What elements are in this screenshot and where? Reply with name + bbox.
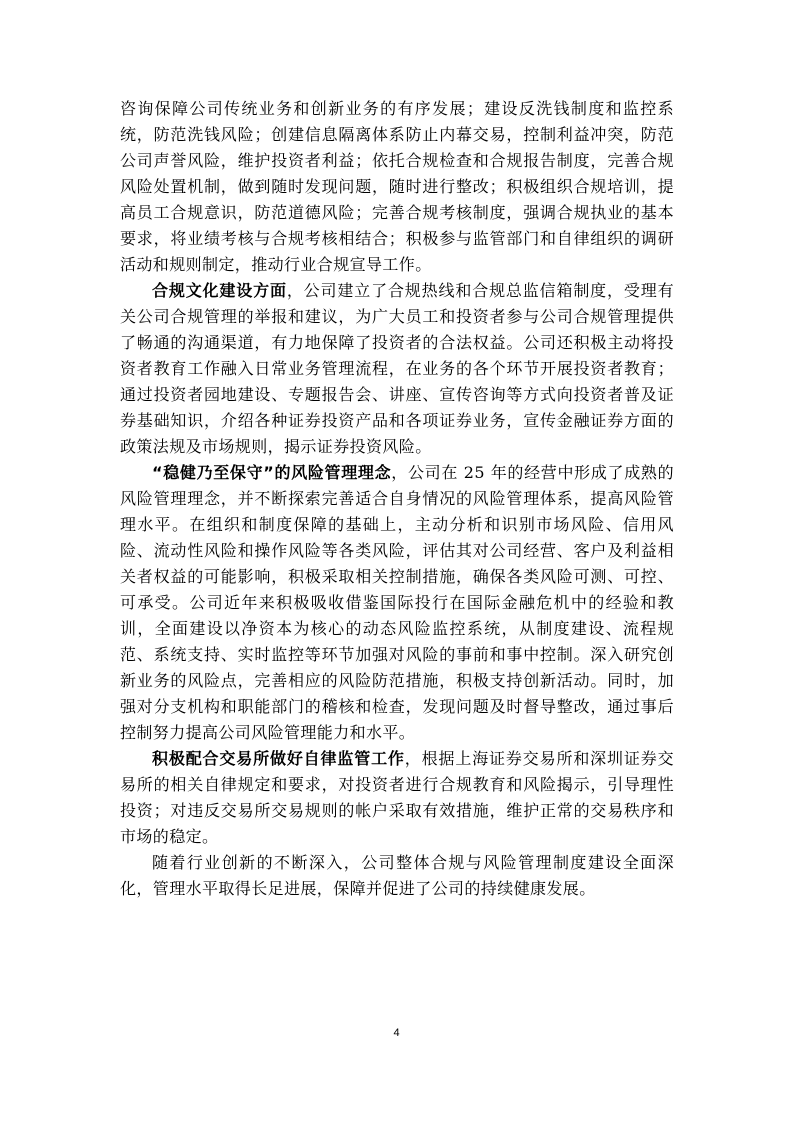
- body-text: [120, 96, 674, 902]
- paragraph-exchange-regulation: [120, 746, 674, 850]
- paragraph-lead: 合规文化建设方面: [152, 281, 287, 300]
- paragraph-text: ，公司在 25 年的经营中形成了成熟的风险管理理念，并不断探索完善适合自身情况的风险管理体系，提高风险管理水平。在组织和制度保障的基础上，主动分析和识别市场风险、信用风险、流动性风险和操作风险等各类风险，评估其对公司经营、客户及利益相关者权益的可能影响，积极采取相关控制措施，确保各类风险可测、可控、可承受。公司近年来积极吸收借鉴国际投行在国际金融危机中的经验和教训，全面建设以净资本为核心的动态风险监控系统，从制度建设、流程规范、系统支持、实时监控等环节加强对风险的事前和事中控制。深入研究创新业务的风险点，完善相应的风险防范措施，积极支持创新活动。同时，加强对分支机构和职能部门的稽核和检查，发现问题及时督导整改，通过事后控制努力提高公司风险管理能力和水平。: [120, 463, 674, 742]
- paragraph-risk-philosophy: [120, 460, 674, 746]
- paragraph-text: 随着行业创新的不断深入，公司整体合规与风险管理制度建设全面深化，管理水平取得长足进展，保障并促进了公司的持续健康发展。: [120, 853, 674, 898]
- paragraph-lead: “稳健乃至保守”的风险管理理念: [152, 463, 392, 482]
- paragraph-conclusion: [120, 850, 674, 902]
- paragraph-text: ，根据上海证券交易所和深圳证券交易所的相关自律规定和要求，对投资者进行合规教育和风险揭示，引导理性投资；对违反交易所交易规则的帐户采取有效措施，维护正常的交易秩序和市场的稳定。: [120, 749, 674, 846]
- paragraph-text: ，公司建立了合规热线和合规总监信箱制度，受理有关公司合规管理的举报和建议，为广大员工和投资者参与公司合规管理提供了畅通的沟通渠道，有力地保障了投资者的合法权益。公司还积极主动将投资者教育工作融入日常业务管理流程，在业务的各个环节开展投资者教育；通过投资者园地建设、专题报告会、讲座、宣传咨询等方式向投资者普及证券基础知识，介绍各种证券投资产品和各项证券业务，宣传金融证券方面的政策法规及市场规则，揭示证券投资风险。: [120, 281, 674, 456]
- paragraph-compliance-culture: [120, 278, 674, 460]
- paragraph-text: 咨询保障公司传统业务和创新业务的有序发展；建设反洗钱制度和监控系统，防范洗钱风险；创建信息隔离体系防止内幕交易，控制利益冲突，防范公司声誉风险，维护投资者利益；依托合规检查和合规报告制度，完善合规风险处置机制，做到随时发现问题，随时进行整改；积极组织合规培训，提高员工合规意识，防范道德风险；完善合规考核制度，强调合规执业的基本要求，将业绩考核与合规考核相结合；积极参与监管部门和自律组织的调研活动和规则制定，推动行业合规宣导工作。: [120, 99, 674, 274]
- page-number: 4: [393, 1027, 400, 1039]
- paragraph-lead: 积极配合交易所做好自律监管工作: [152, 749, 405, 768]
- paragraph-continuation: [120, 96, 674, 278]
